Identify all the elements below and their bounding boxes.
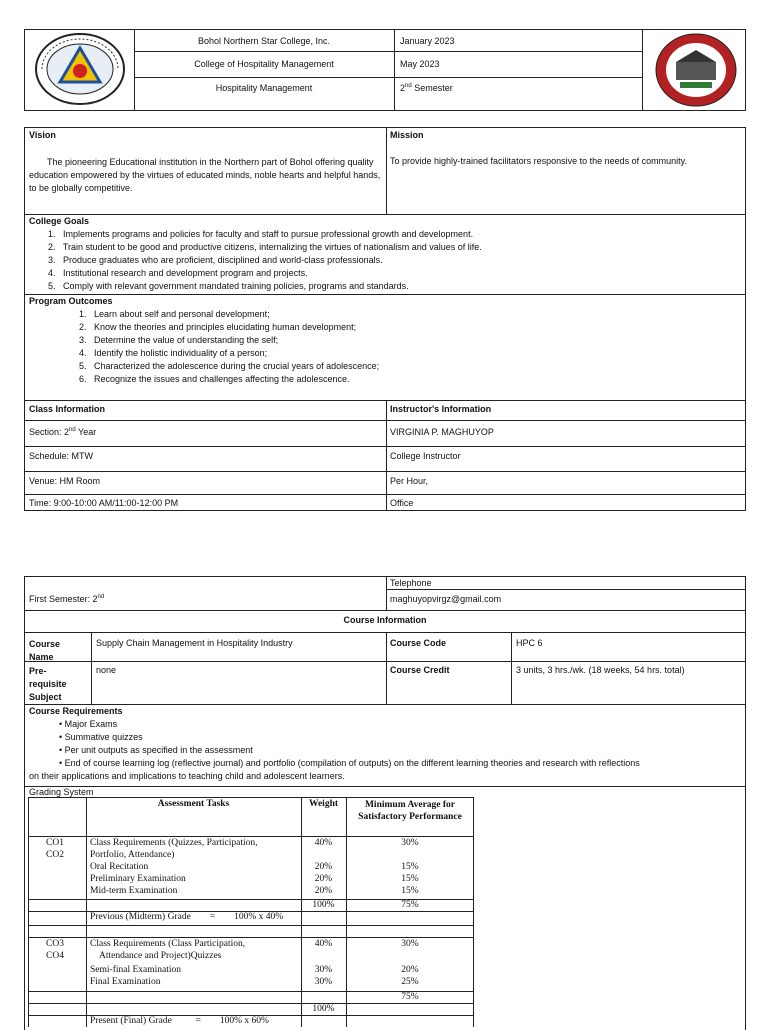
header-row-2-right: May 2023 xyxy=(400,59,440,69)
course-info-title: Course Information xyxy=(343,615,427,625)
total-weight: 100% xyxy=(312,900,335,910)
first-semester: First Semester: 2nd xyxy=(29,594,105,604)
weight: 30% xyxy=(314,965,333,975)
vision-label: Vision xyxy=(29,130,56,140)
header-row-3-left: Hospitality Management xyxy=(215,83,313,93)
class-info-label: Class Information xyxy=(29,404,106,414)
total-weight: 100% xyxy=(312,1004,335,1014)
task: Semi-final Examination xyxy=(90,965,182,975)
task: Class Requirements (Class Participation, xyxy=(90,939,246,949)
course-name-label: Course Name xyxy=(29,639,61,662)
course-name: Supply Chain Management in Hospitality Industry xyxy=(96,638,293,648)
min-avg: 15% xyxy=(401,862,419,872)
task: Oral Recitation xyxy=(90,862,149,872)
requirement-item: • Summative quizzes xyxy=(59,732,143,742)
total-min: 75% xyxy=(401,992,419,1002)
grading-header-weight: Weight xyxy=(308,799,339,809)
goals-label: College Goals xyxy=(29,216,90,226)
outcome-item: 5. Characterized the adolescence during the crucial years of adolescence; xyxy=(79,361,380,371)
outcome-item: 3. Determine the value of understanding the self; xyxy=(79,335,279,345)
instructor-info-label: Instructor's Information xyxy=(390,404,492,414)
weight: 40% xyxy=(314,838,333,848)
telephone-label: Telephone xyxy=(390,578,432,588)
midterm-grade: Previous (Midterm) Grade = 100% x 40% xyxy=(90,912,284,922)
header-row-3-right: 2nd Semester xyxy=(400,83,453,93)
course-code-label: Course Code xyxy=(390,638,447,648)
mission-text: To provide highly-trained facilitators responsive to the needs of community. xyxy=(390,156,687,166)
header-row-1-right: January 2023 xyxy=(400,36,455,46)
task: Attendance and Project)Quizzes xyxy=(90,951,222,961)
grading-header-tasks: Assessment Tasks xyxy=(157,799,230,809)
total-min: 75% xyxy=(401,900,419,910)
instructor-rate: Per Hour, xyxy=(390,476,429,486)
goal-item: 4. Institutional research and development program and projects. xyxy=(48,268,308,278)
task: Class Requirements (Quizzes, Participation, xyxy=(90,838,258,848)
co-label: CO4 xyxy=(46,951,64,961)
task: Final Examination xyxy=(90,977,161,987)
prereq-value: none xyxy=(96,665,117,675)
task: Preliminary Examination xyxy=(90,874,186,884)
requirement-item: • End of course learning log (reflective journal) and portfolio (compilation of outputs) on the different learning theories and research with reflections xyxy=(59,758,640,768)
hospitality-logo xyxy=(654,32,738,108)
mission-label: Mission xyxy=(390,130,424,140)
weight: 20% xyxy=(314,862,333,872)
instructor-title: College Instructor xyxy=(390,451,461,461)
outcomes-label: Program Outcomes xyxy=(29,296,113,306)
header-row-2-left: College of Hospitality Management xyxy=(194,59,334,69)
weight: 20% xyxy=(314,886,333,896)
task: Mid-term Examination xyxy=(90,886,178,896)
task: Portfolio, Attendance) xyxy=(90,850,175,860)
goal-item: 3. Produce graduates who are proficient, disciplined and world-class professionals. xyxy=(48,255,383,265)
outcome-item: 1. Learn about self and personal development; xyxy=(79,309,270,319)
instructor-name: VIRGINIA P. MAGHUYOP xyxy=(390,427,494,437)
outcome-item: 2. Know the theories and principles elucidating human development; xyxy=(79,322,357,332)
co-label: CO3 xyxy=(46,939,64,949)
goal-item: 1. Implements programs and policies for faculty and staff to pursue professional growth and development. xyxy=(48,229,474,239)
credit-value: 3 units, 3 hrs./wk. (18 weeks, 54 hrs. total) xyxy=(516,665,685,675)
co-label: CO2 xyxy=(46,850,64,860)
email-value: maghuyopvirgz@gmail.com xyxy=(390,594,502,604)
min-avg: 15% xyxy=(401,874,419,884)
requirement-item: • Major Exams xyxy=(59,719,118,729)
requirements-label: Course Requirements xyxy=(29,706,123,716)
weight: 20% xyxy=(314,874,333,884)
min-avg: 20% xyxy=(401,965,419,975)
goal-item: 2. Train student to be good and productive citizens, internalizing the virtues of nationalism and values of life. xyxy=(48,242,482,252)
class-time: Time: 9:00-10:00 AM/11:00-12:00 PM xyxy=(29,498,179,508)
min-avg: 15% xyxy=(401,886,419,896)
min-avg: 30% xyxy=(401,838,419,848)
weight: 40% xyxy=(314,939,333,949)
prereq-label: Pre-requisite Subject xyxy=(29,666,67,702)
final-grade: Present (Final) Grade = 100% x 60% xyxy=(90,1016,269,1026)
vision-text: The pioneering Educational institution in the Northern part of Bohol offering quality education empowered by the virtues of educated minds, noble hearts and helpful hands, to be globally competitive. xyxy=(29,157,381,193)
class-schedule: Schedule: MTW xyxy=(29,451,94,461)
class-venue: Venue: HM Room xyxy=(29,476,101,486)
outcome-item: 6. Recognize the issues and challenges affecting the adolescence. xyxy=(79,374,350,384)
class-section: Section: 2nd Year xyxy=(29,427,97,437)
grading-header-min: Minimum Average for Satisfactory Performance xyxy=(358,800,462,822)
grading-label: Grading System xyxy=(29,787,94,797)
min-avg: 30% xyxy=(401,939,419,949)
college-logo xyxy=(34,32,126,106)
requirement-tail: on their applications and implications to teaching child and adolescent learners. xyxy=(29,771,345,781)
requirement-item: • Per unit outputs as specified in the assessment xyxy=(59,745,253,755)
instructor-office: Office xyxy=(390,498,414,508)
course-code: HPC 6 xyxy=(516,638,543,648)
co-label: CO1 xyxy=(46,838,64,848)
header-row-1-left: Bohol Northern Star College, Inc. xyxy=(197,36,331,46)
credit-label: Course Credit xyxy=(390,665,450,675)
goal-item: 5. Comply with relevant government mandated training policies, programs and standards. xyxy=(48,281,409,291)
min-avg: 25% xyxy=(401,977,419,987)
outcome-item: 4. Identify the holistic individuality of a person; xyxy=(79,348,268,358)
weight: 30% xyxy=(314,977,333,987)
